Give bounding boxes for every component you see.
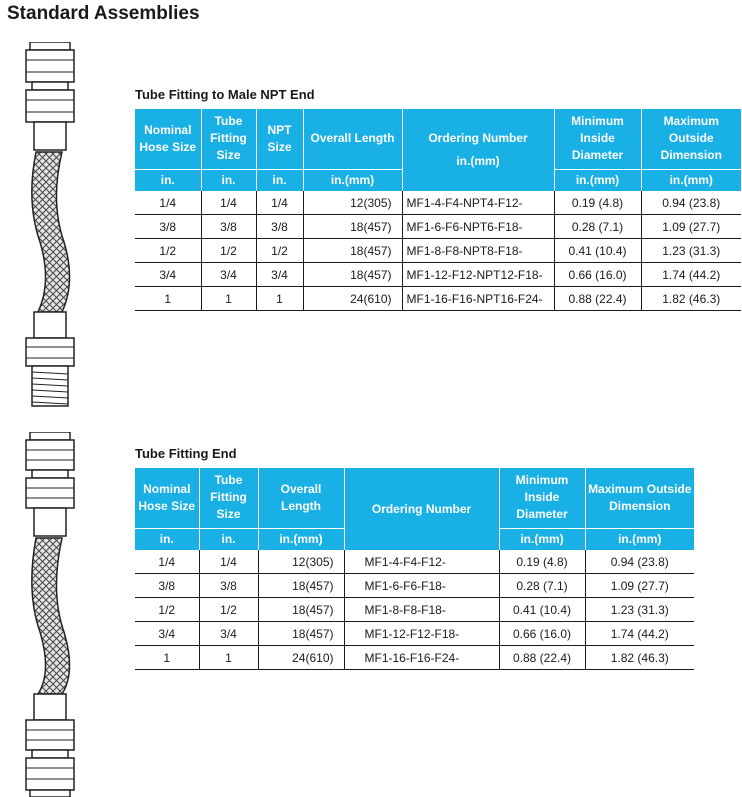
table-cell: 24(610) xyxy=(303,287,402,311)
table-cell: 1.82 (46.3) xyxy=(585,646,694,670)
unit-label: in.(mm) xyxy=(499,528,585,550)
tube-spec-table xyxy=(135,468,694,670)
table-cell: 1/4 xyxy=(135,191,201,215)
col-header-max-outside-dimension: Maximum Outside Dimension xyxy=(641,109,741,169)
hose-assembly-tube-illustration xyxy=(18,432,82,797)
unit-label: in.(mm) xyxy=(258,528,344,550)
ordering-number-label: Ordering Number xyxy=(428,131,528,145)
table-cell: 1 xyxy=(256,287,303,311)
col-header-nominal-hose-size: Nominal Hose Size xyxy=(135,468,199,528)
col-header-overall-length: Overall Length xyxy=(258,468,344,528)
table-cell: 0.19 (4.8) xyxy=(554,191,641,215)
table-cell: MF1-6-F6-NPT6-F18- xyxy=(402,215,554,239)
col-header-overall-length: Overall Length xyxy=(303,109,402,169)
tube-section-title: Tube Fitting End xyxy=(135,446,237,461)
table-cell: 1.23 (31.3) xyxy=(641,239,741,263)
table-row xyxy=(135,215,741,239)
table-cell: 0.28 (7.1) xyxy=(554,215,641,239)
table-cell: 3/4 xyxy=(201,263,256,287)
npt-section-title: Tube Fitting to Male NPT End xyxy=(135,87,315,102)
col-header-max-outside-dimension: Maximum Outside Dimension xyxy=(585,468,694,528)
table-cell: 3/4 xyxy=(135,622,199,646)
table-cell: 3/4 xyxy=(199,622,258,646)
table-cell: MF1-4-F4-NPT4-F12- xyxy=(402,191,554,215)
table-cell: 1/4 xyxy=(135,550,199,574)
table-cell: 1/4 xyxy=(201,191,256,215)
table-cell: 3/4 xyxy=(256,263,303,287)
table-cell: 18(457) xyxy=(258,574,344,598)
table-cell: 1.09 (27.7) xyxy=(585,574,694,598)
table-cell: MF1-16-F16-NPT16-F24- xyxy=(402,287,554,311)
table-cell: 1 xyxy=(135,287,201,311)
table-cell: MF1-12-F12-F18- xyxy=(344,622,499,646)
unit-label: in. xyxy=(256,169,303,191)
table-cell: 3/8 xyxy=(135,215,201,239)
table-cell: 1.82 (46.3) xyxy=(641,287,741,311)
table-cell: 1/2 xyxy=(256,239,303,263)
unit-label: in. xyxy=(135,528,199,550)
col-header-min-inside-diameter: Minimum Inside Diameter xyxy=(554,109,641,169)
unit-label: in. xyxy=(201,169,256,191)
table-cell: MF1-4-F4-F12- xyxy=(344,550,499,574)
table-cell: 0.28 (7.1) xyxy=(499,574,585,598)
table-cell: 12(305) xyxy=(303,191,402,215)
table-cell: 3/8 xyxy=(256,215,303,239)
col-header-npt-size: NPT Size xyxy=(256,109,303,169)
table-cell: 1/2 xyxy=(135,239,201,263)
table-row xyxy=(135,622,694,646)
col-header-nominal-hose-size: Nominal Hose Size xyxy=(135,109,201,169)
table-cell: 3/4 xyxy=(135,263,201,287)
table-row xyxy=(135,598,694,622)
table-cell: 1.09 (27.7) xyxy=(641,215,741,239)
table-cell: 18(457) xyxy=(258,598,344,622)
table-row xyxy=(135,574,694,598)
table-cell: 0.66 (16.0) xyxy=(554,263,641,287)
table-cell: 1/2 xyxy=(135,598,199,622)
table-cell: 18(457) xyxy=(303,263,402,287)
hose-assembly-npt-illustration xyxy=(18,42,82,412)
table-cell: 0.41 (10.4) xyxy=(554,239,641,263)
table-cell: 18(457) xyxy=(303,239,402,263)
unit-label: in.(mm) xyxy=(585,528,694,550)
table-cell: 1/4 xyxy=(199,550,258,574)
unit-label: in. xyxy=(199,528,258,550)
table-cell: 1/2 xyxy=(199,598,258,622)
col-header-ordering-number: Ordering Number xyxy=(344,468,499,550)
col-header-ordering-number xyxy=(402,109,554,191)
table-cell: 12(305) xyxy=(258,550,344,574)
table-cell: 1.74 (44.2) xyxy=(641,263,741,287)
table-cell: MF1-12-F12-NPT12-F18- xyxy=(402,263,554,287)
page-title: Standard Assemblies xyxy=(7,3,200,24)
table-cell: 24(610) xyxy=(258,646,344,670)
table-row xyxy=(135,287,741,311)
table-cell: 0.41 (10.4) xyxy=(499,598,585,622)
col-header-tube-fitting-size: Tube Fitting Size xyxy=(199,468,258,528)
ordering-number-unit: in.(mm) xyxy=(456,154,500,168)
table-row xyxy=(135,550,694,574)
table-cell: 18(457) xyxy=(303,215,402,239)
table-cell: 3/8 xyxy=(199,574,258,598)
unit-label: in. xyxy=(135,169,201,191)
table-row xyxy=(135,646,694,670)
npt-spec-table xyxy=(135,109,741,311)
table-cell: 3/8 xyxy=(135,574,199,598)
table-cell: 0.88 (22.4) xyxy=(499,646,585,670)
table-cell: 1/4 xyxy=(256,191,303,215)
table-cell: 0.19 (4.8) xyxy=(499,550,585,574)
table-cell: 0.94 (23.8) xyxy=(585,550,694,574)
table-row xyxy=(135,263,741,287)
unit-label: in.(mm) xyxy=(303,169,402,191)
table-cell: 0.66 (16.0) xyxy=(499,622,585,646)
table-cell: 1 xyxy=(135,646,199,670)
table-cell: 1 xyxy=(201,287,256,311)
table-cell: MF1-8-F8-F18- xyxy=(344,598,499,622)
table-cell: 0.88 (22.4) xyxy=(554,287,641,311)
unit-label: in.(mm) xyxy=(641,169,741,191)
table-cell: 1 xyxy=(199,646,258,670)
table-row xyxy=(135,239,741,263)
table-cell: 1.23 (31.3) xyxy=(585,598,694,622)
col-header-tube-fitting-size: Tube Fitting Size xyxy=(201,109,256,169)
table-cell: 1.74 (44.2) xyxy=(585,622,694,646)
table-cell: 18(457) xyxy=(258,622,344,646)
table-cell: 0.94 (23.8) xyxy=(641,191,741,215)
table-row xyxy=(135,191,741,215)
unit-label: in.(mm) xyxy=(554,169,641,191)
table-cell: 1/2 xyxy=(201,239,256,263)
table-cell: MF1-16-F16-F24- xyxy=(344,646,499,670)
table-cell: 3/8 xyxy=(201,215,256,239)
table-cell: MF1-8-F8-NPT8-F18- xyxy=(402,239,554,263)
table-cell: MF1-6-F6-F18- xyxy=(344,574,499,598)
col-header-min-inside-diameter: Minimum Inside Diameter xyxy=(499,468,585,528)
